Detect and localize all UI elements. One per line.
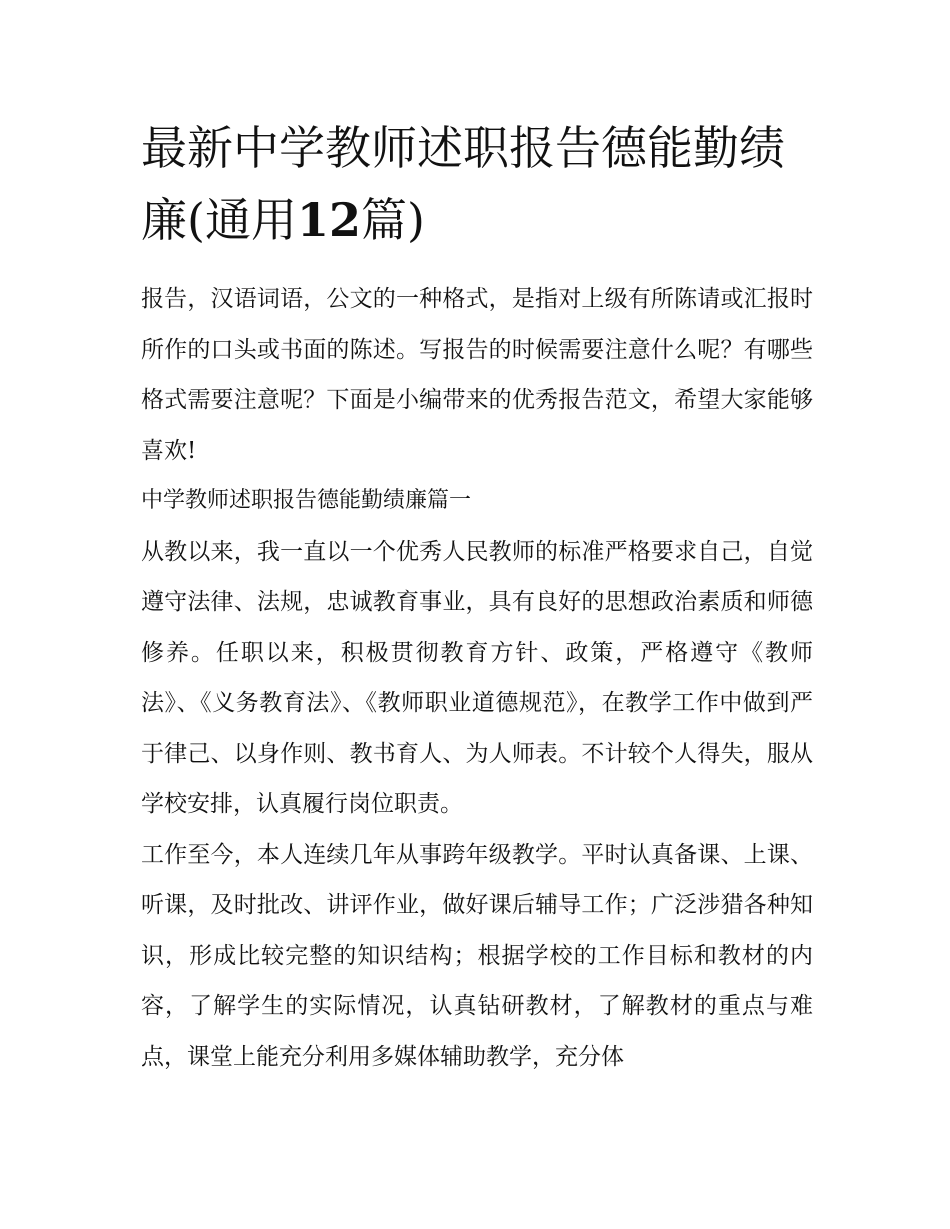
- section-heading: 中学教师述职报告德能勤绩廉篇一: [141, 488, 472, 513]
- body-paragraph-2: 工作至今，本人连续几年从事跨年级教学。平时认真备课、上课、听课，及时批改、讲评作业，做好课后辅导工作；广泛涉猎各种知识，形成比较完整的知识结构；根据学校的工作目标和教材的内容，了解学生的实际情况，认真钻研教材，了解教材的重点与难点，课堂上能充分利用多媒体辅助教学，充分体: [141, 841, 813, 1070]
- document-page: [141, 112, 813, 1082]
- body-paragraph-1: 从教以来，我一直以一个优秀人民教师的标准严格要求自己，自觉遵守法律、法规，忠诚教育事业，具有良好的思想政治素质和师德修养。任职以来，积极贯彻教育方针、政策，严格遵守《教师法》、《义务教育法》、《教师职业道德规范》，在教学工作中做到严于律己、以身作则、教书育人、为人师表。不计较个人得失，服从学校安排，认真履行岗位职责。: [141, 538, 813, 817]
- document-title: 最新中学教师述职报告德能勤绩廉(通用12篇): [141, 121, 785, 247]
- intro-paragraph: 报告，汉语词语，公文的一种格式，是指对上级有所陈请或汇报时所作的口头或书面的陈述。写报告的时候需要注意什么呢？有哪些格式需要注意呢？下面是小编带来的优秀报告范文，希望大家能够喜欢!: [141, 286, 813, 464]
